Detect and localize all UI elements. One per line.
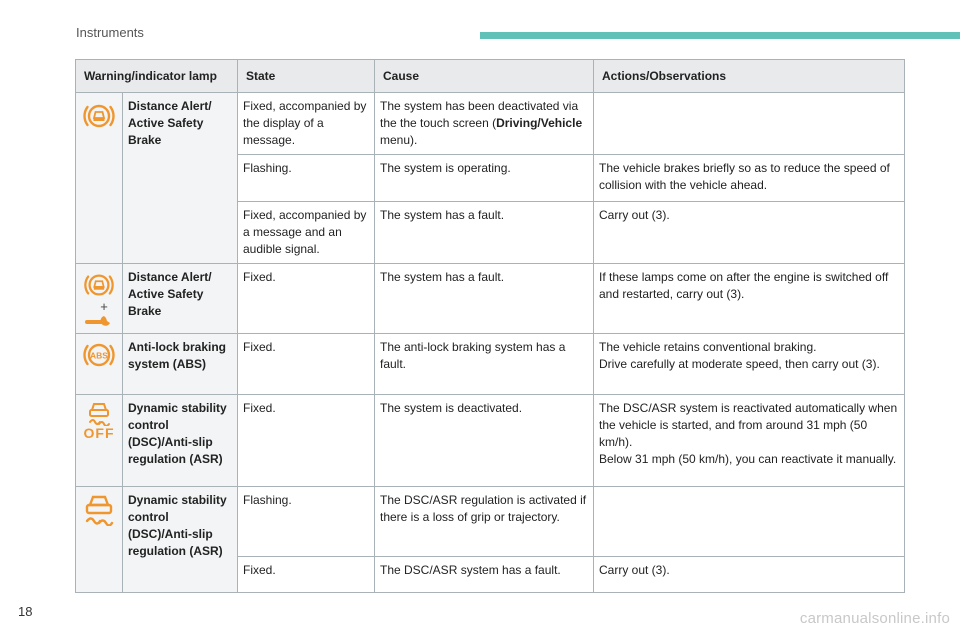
abs-icon-label: ABS xyxy=(90,350,108,361)
state-cell: Flashing. xyxy=(238,487,375,557)
actions-line: Drive carefully at moderate speed, then carry out (3). xyxy=(599,357,880,371)
state-cell: Fixed. xyxy=(238,334,375,395)
cause-cell: The system has a fault. xyxy=(375,264,594,334)
table-row xyxy=(76,264,905,334)
cause-cell: The DSC/ASR regulation is activated if there is a loss of grip or trajectory. xyxy=(375,487,594,557)
lamp-name: Dynamic stability control (DSC)/Anti-slip regulation (ASR) xyxy=(123,395,238,487)
cause-cell: The DSC/ASR system has a fault. xyxy=(375,557,594,593)
table-row xyxy=(76,93,905,155)
lamp-icon-cell xyxy=(76,264,123,334)
table-row xyxy=(76,334,905,395)
actions-line: Below 31 mph (50 km/h), you can reactivate it manually. xyxy=(599,452,897,466)
lamp-name: Distance Alert/ Active Safety Brake xyxy=(123,264,238,334)
actions-cell xyxy=(594,334,905,395)
cause-cell: The system has been deactivated via the the touch screen (Driving/Vehicle menu). xyxy=(375,93,594,155)
plus-sign: + xyxy=(100,299,108,314)
off-label: OFF xyxy=(83,425,115,441)
header-accent-bar xyxy=(480,32,960,39)
actions-cell xyxy=(594,93,905,155)
lamp-icon-cell xyxy=(76,334,123,395)
header-state: State xyxy=(238,60,375,93)
cause-cell: The system has a fault. xyxy=(375,202,594,264)
lamp-name: Dynamic stability control (DSC)/Anti-slip regulation (ASR) xyxy=(123,487,238,593)
page-number: 18 xyxy=(18,604,33,619)
safety-brake-icon xyxy=(82,269,116,301)
table-row xyxy=(76,395,905,487)
actions-cell: The vehicle brakes briefly so as to reduce the speed of collision with the vehicle ahead. xyxy=(594,155,905,202)
header-cause: Cause xyxy=(375,60,594,93)
skidding-car-icon xyxy=(81,492,117,526)
actions-cell: Carry out (3). xyxy=(594,557,905,593)
safety-brake-icon xyxy=(81,98,117,134)
skidding-car-icon xyxy=(85,400,113,426)
wrench-icon xyxy=(84,313,114,327)
state-cell: Flashing. xyxy=(238,155,375,202)
menu-path: Driving/Vehicle xyxy=(496,116,583,130)
actions-cell: Carry out (3). xyxy=(594,202,905,264)
abs-icon xyxy=(81,339,117,371)
table-header-row xyxy=(76,60,905,93)
lamp-name: Distance Alert/ Active Safety Brake xyxy=(123,93,238,264)
state-cell: Fixed, accompanied by the display of a message. xyxy=(238,93,375,155)
state-cell: Fixed, accompanied by a message and an audible signal. xyxy=(238,202,375,264)
state-cell: Fixed. xyxy=(238,395,375,487)
cause-cell: The anti-lock braking system has a fault. xyxy=(375,334,594,395)
cause-cell: The system is deactivated. xyxy=(375,395,594,487)
actions-cell xyxy=(594,487,905,557)
actions-cell xyxy=(594,395,905,487)
lamp-name: Anti-lock braking system (ABS) xyxy=(123,334,238,395)
watermark: carmanualsonline.info xyxy=(799,610,950,627)
state-cell: Fixed. xyxy=(238,557,375,593)
header-lamp: Warning/indicator lamp xyxy=(76,60,238,93)
actions-cell: If these lamps come on after the engine is switched off and restarted, carry out (3). xyxy=(594,264,905,334)
lamp-icon-cell xyxy=(76,395,123,487)
warning-lamps-table xyxy=(75,59,905,593)
cause-cell: The system is operating. xyxy=(375,155,594,202)
table-row xyxy=(76,487,905,557)
actions-line: The DSC/ASR system is reactivated automatically when the vehicle is started, and from around 31 mph (50 km/h). xyxy=(599,401,898,449)
state-cell: Fixed. xyxy=(238,264,375,334)
lamp-icon-cell xyxy=(76,487,123,593)
actions-line: The vehicle retains conventional braking. xyxy=(599,340,817,354)
header-actions: Actions/Observations xyxy=(594,60,905,93)
lamp-icon-cell xyxy=(76,93,123,264)
section-title: Instruments xyxy=(76,25,144,40)
